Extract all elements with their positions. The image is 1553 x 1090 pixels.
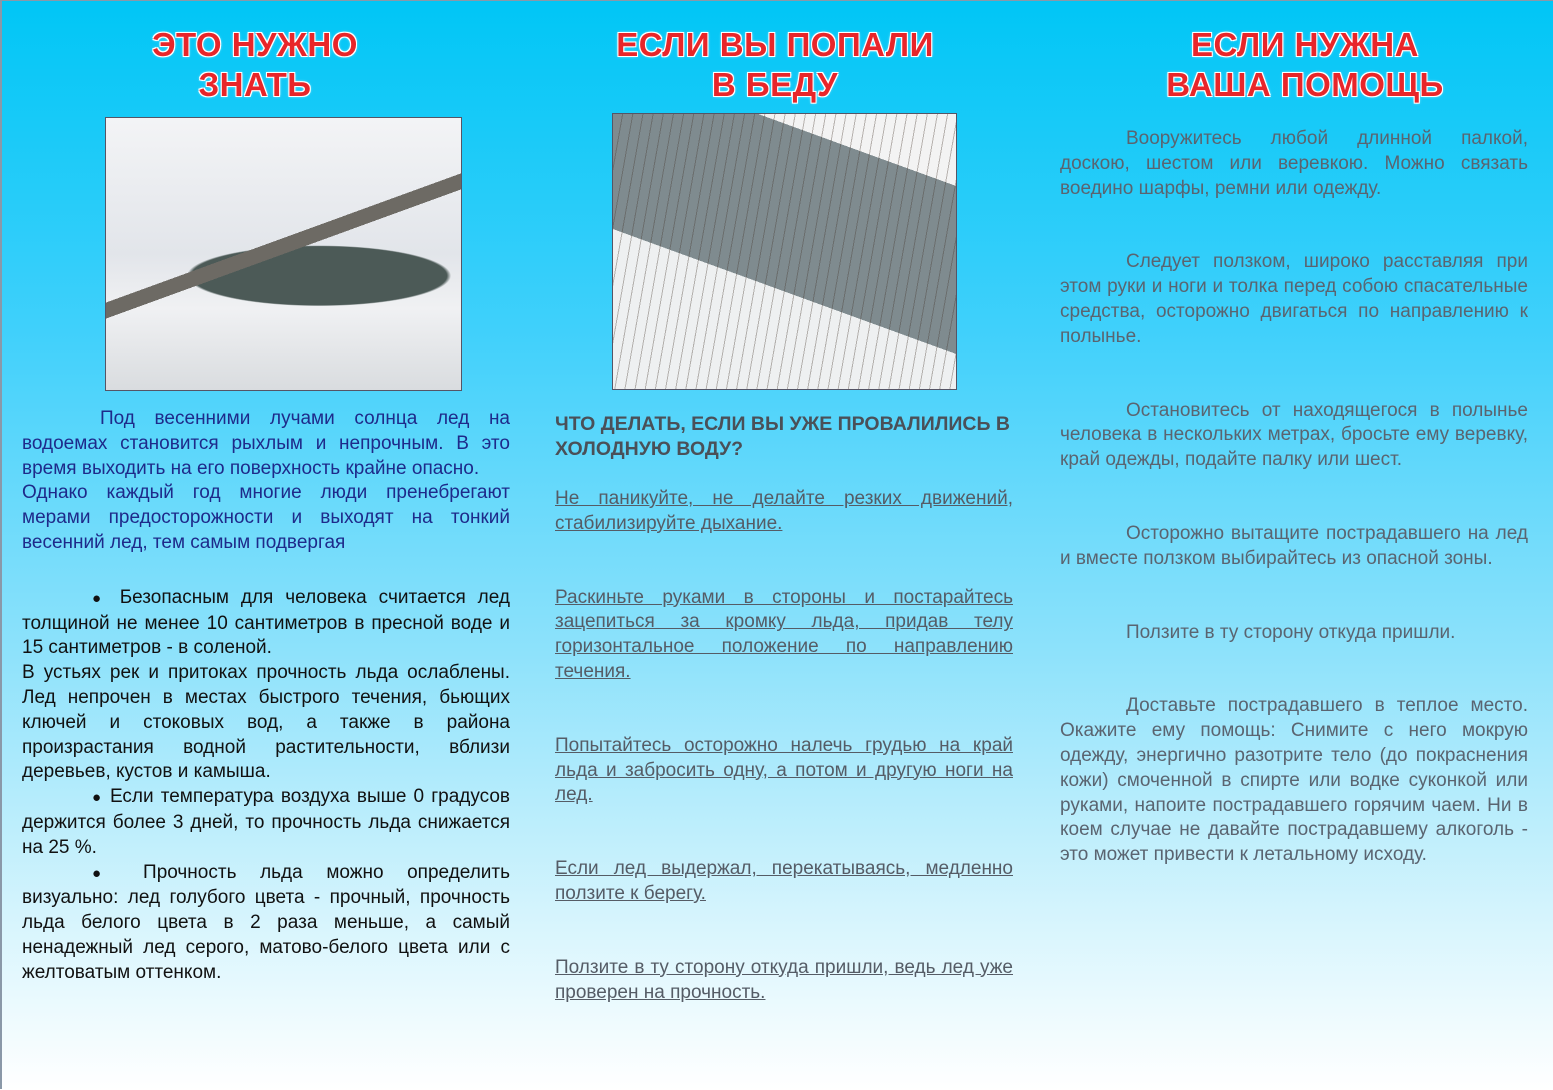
step-item: Ползите в ту сторону откуда пришли, ведь лед уже проверен на прочность. bbox=[555, 956, 1013, 1003]
step-item: Доставьте пострадавшего в теплое место. Окажите ему помощь: Снимите с него мокрую одежду, энергично разотрите тело (до покраснения кожи) смоченной в спирте или водке суконкой или руками, напоите пострадавшего горячим чаем. Ни в коем случае не давайте пострадавшему алкоголь - это может привести к летальному исходу. bbox=[1060, 695, 1528, 866]
bullet-icon: ● bbox=[92, 864, 120, 882]
intro-paragraph: Однако каждый год многие люди пренебрегают мерами предосторожности и выходят на тонкий весенний лед, тем самым подвергая bbox=[22, 482, 510, 553]
step-item: Осторожно вытащите пострадавшего на лед и вместе ползком выбирайтесь из опасной зоны. bbox=[1060, 522, 1528, 569]
column-if-in-trouble bbox=[555, 412, 1013, 1054]
title-line: ЕСЛИ ВЫ ПОПАЛИ bbox=[616, 26, 934, 63]
bullet-icon: ● bbox=[92, 789, 103, 807]
fact-item: ● Безопасным для человека считается лед толщиной не менее 10 сантиметров в пресной воде и 15 сантиметров - в соленой. bbox=[22, 586, 511, 659]
step-item: Если лед выдержал, перекатываясь, медленно ползите к берегу. bbox=[555, 858, 1013, 904]
column-help-needed bbox=[1060, 127, 1528, 917]
title-line: ЗНАТЬ bbox=[198, 66, 312, 103]
fact-item: ● Прочность льда можно определить визуально: лед голубого цвета - прочный, прочность льда белого цвета в 2 раза меньше, а самый ненадежный лед серого, матово-белого цвета или с желтоватым оттенком. bbox=[22, 861, 511, 983]
subheading: ЧТО ДЕЛАТЬ, ЕСЛИ ВЫ УЖЕ ПРОВАЛИЛИСЬ В ХОЛОДНУЮ ВОДУ? bbox=[555, 413, 1011, 460]
step-item: Попытайтесь осторожно налечь грудью на край льда и забросить одну, а потом и другую ноги на лед. bbox=[555, 734, 1013, 806]
step-item: Ползите в ту сторону откуда пришли. bbox=[1126, 621, 1456, 643]
photo-ice-hole bbox=[105, 117, 462, 391]
title-line: ЭТО НУЖНО bbox=[152, 26, 358, 63]
step-item: Раскиньте руками в стороны и постарайтесь зацепиться за кромку льда, придав телу горизонтальное положение по направлению течения. bbox=[555, 586, 1013, 682]
intro-paragraph: Под весенними лучами солнца лед на водоемах становится рыхлым и непрочным. В это время выходить на его поверхность крайне опасно. bbox=[22, 408, 510, 479]
bullet-icon: ● bbox=[92, 589, 108, 607]
title-need-to-know bbox=[60, 25, 450, 105]
step-item: Остановитесь от находящегося в полынье человека в нескольких метрах, бросьте ему веревку, край одежды, подайте палку или шест. bbox=[1060, 399, 1528, 471]
step-item: Не паникуйте, не делайте резких движений, стабилизируйте дыхание. bbox=[555, 488, 1013, 534]
step-item: Вооружитесь любой длинной палкой, доскою, шестом или веревкою. Можно связать воедино шарфы, ремни или одежду. bbox=[1060, 128, 1528, 199]
step-item: Следует ползком, широко расставляя при этом руки и ноги и толка перед собою спасательные средства, осторожно двигаться по направлению к полынье. bbox=[1060, 251, 1528, 347]
fact-item: В устьях рек и притоках прочность льда ослаблены. Лед непрочен в местах быстрого течения, бьющих ключей и стоковых вод, а также в района произрастания водной растительности, вблизи деревьев, кустов и камыша. bbox=[22, 662, 510, 783]
title-help-needed bbox=[1100, 25, 1510, 105]
title-line: ЕСЛИ НУЖНА bbox=[1191, 26, 1419, 63]
title-line: В БЕДУ bbox=[711, 66, 839, 103]
title-line: ВАША ПОМОЩЬ bbox=[1166, 66, 1444, 103]
fact-item: ● Если температура воздуха выше 0 градусов держится более 3 дней, то прочность льда снижается на 25 %. bbox=[22, 786, 511, 858]
title-if-in-trouble bbox=[570, 25, 980, 105]
column-need-to-know bbox=[22, 407, 510, 986]
photo-river-ice bbox=[612, 113, 957, 390]
